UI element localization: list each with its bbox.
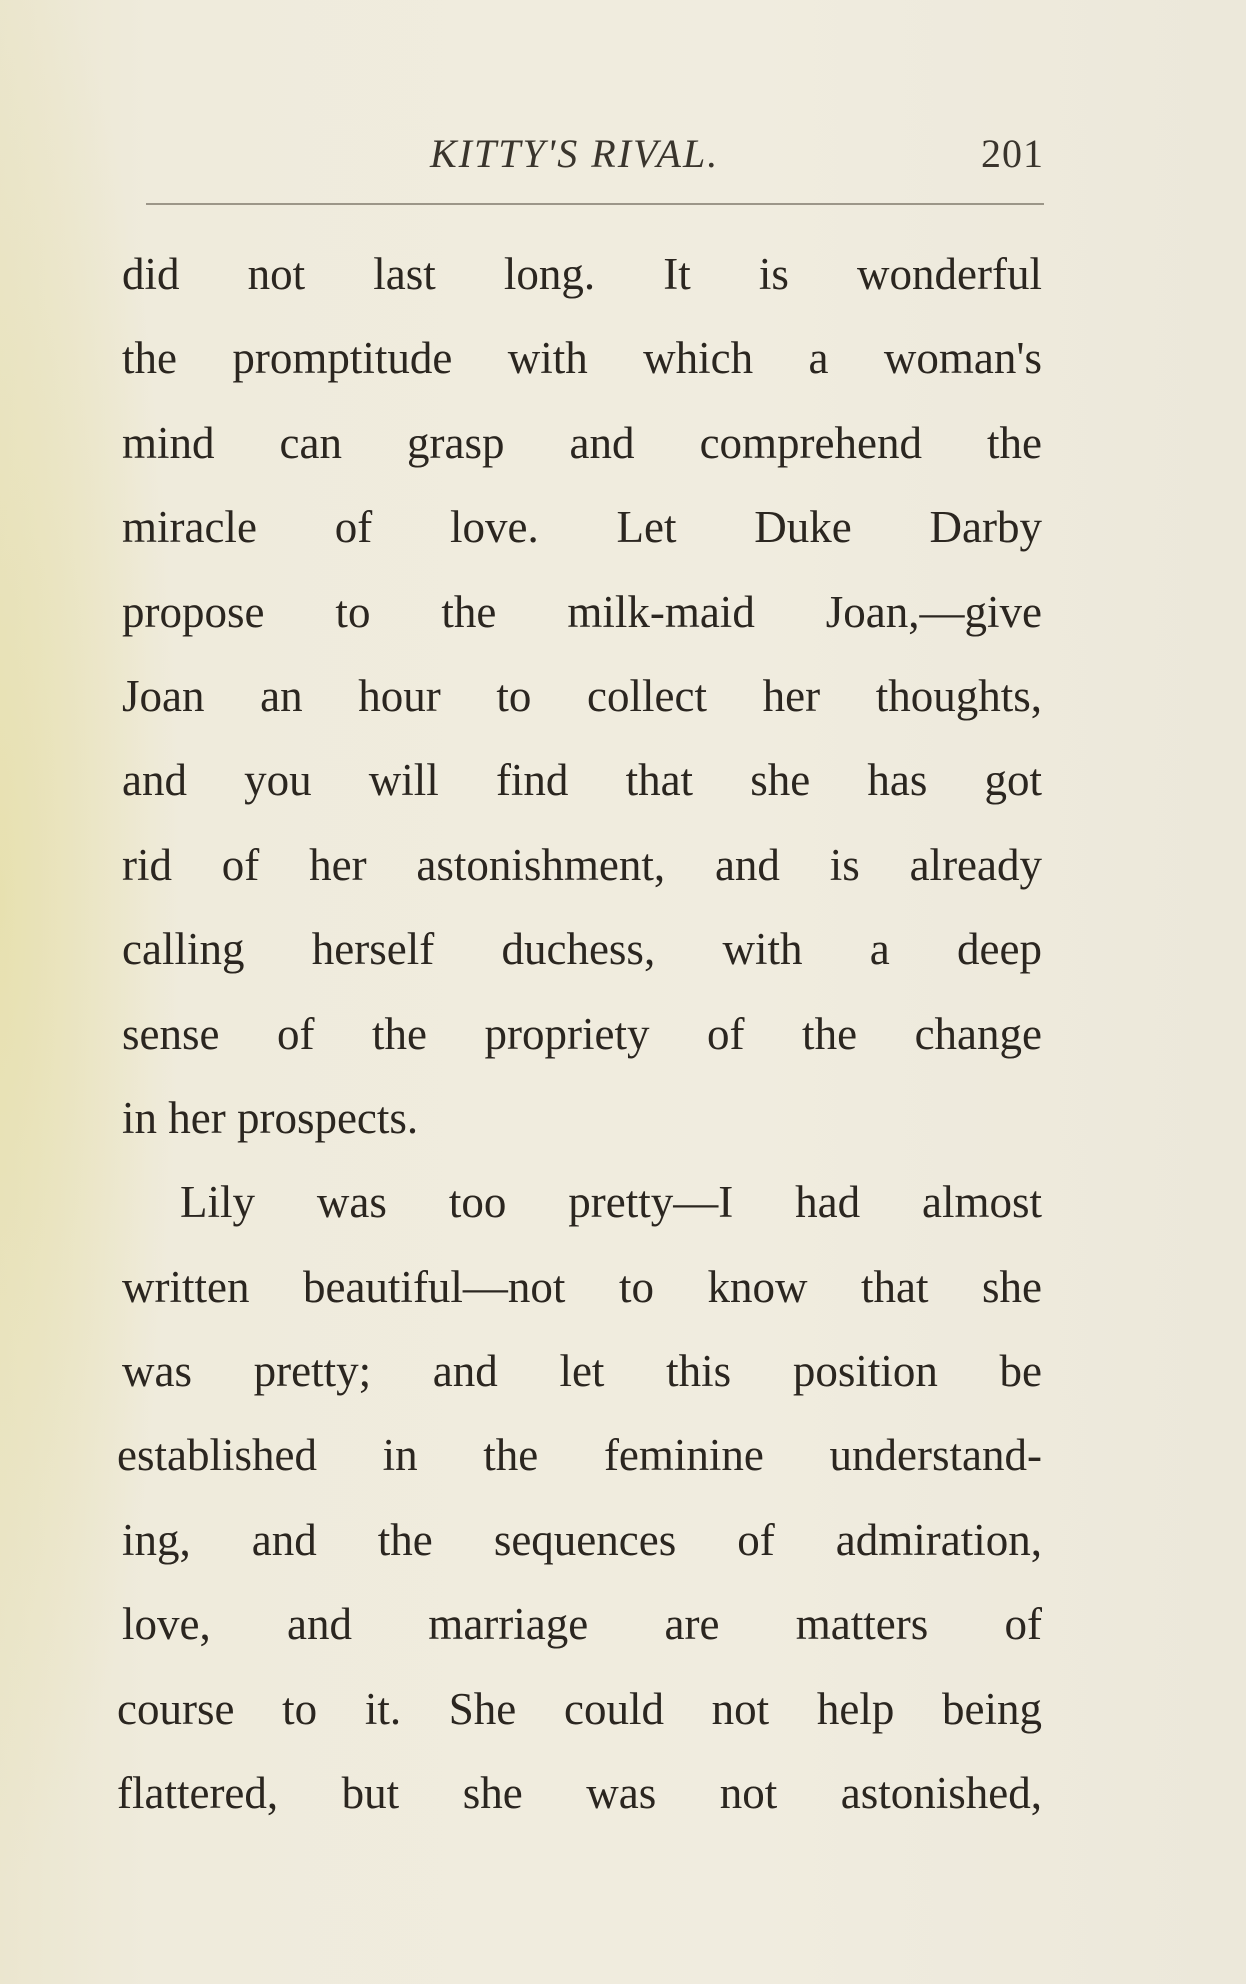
text-line: did not last long. It is wonderful	[122, 249, 1042, 299]
text-line: course to it. She could not help being	[117, 1683, 1042, 1734]
text-line: mind can grasp and comprehend the	[122, 417, 1042, 468]
text-line: flattered, but she was not astonished,	[117, 1768, 1042, 1819]
text-line: propose to the milk-maid Joan,—give	[122, 586, 1042, 637]
text-line-paragraph-end: in her prospects.	[122, 1092, 419, 1143]
text-line: calling herself duchess, with a deep	[122, 924, 1042, 975]
page-number: 201	[981, 131, 1044, 176]
text-line: was pretty; and let this position be	[122, 1346, 1042, 1397]
text-line: love, and marriage are matters of	[122, 1599, 1042, 1650]
header-rule	[146, 203, 1044, 205]
body-text	[117, 244, 1042, 1847]
running-head	[0, 130, 1246, 190]
text-line: miracle of love. Let Duke Darby	[122, 502, 1042, 553]
running-title: KITTY'S RIVAL.	[430, 131, 720, 176]
text-line: the promptitude with which a woman's	[122, 333, 1042, 384]
text-line: ing, and the sequences of admiration,	[122, 1514, 1042, 1565]
text-line-paragraph-start: Lily was too pretty—I had almost	[180, 1177, 1042, 1228]
text-line: and you will find that she has got	[122, 755, 1042, 806]
text-line: established in the feminine understand-	[117, 1430, 1042, 1481]
text-line: written beautiful—not to know that she	[122, 1261, 1042, 1312]
text-line: sense of the propriety of the change	[122, 1008, 1042, 1059]
text-line: Joan an hour to collect her thoughts,	[122, 670, 1042, 721]
text-line: rid of her astonishment, and is already	[122, 839, 1042, 890]
